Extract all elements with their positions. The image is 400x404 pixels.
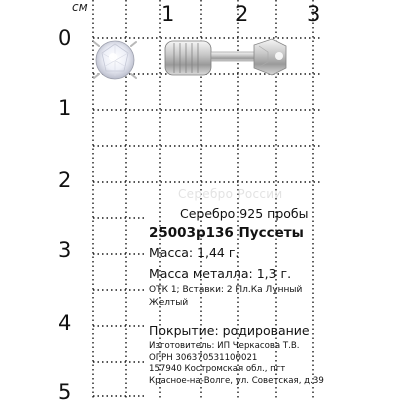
manufacturer-block	[149, 341, 369, 387]
ruler-row-label: 2	[58, 168, 72, 192]
earring-front-view	[94, 41, 136, 79]
metal-weight-text: Масса металла: 1,3 г.	[149, 266, 292, 281]
manufacturer-line: Изготовитель: ИП Черкасова Т.В.	[149, 341, 300, 351]
ruler-row-label: 0	[58, 26, 72, 50]
ruler-unit-label: см	[72, 0, 88, 14]
ruler-row-label: 5	[58, 380, 72, 404]
manufacturer-line: Красное-на-Волге, ул. Советская, д.39	[149, 375, 324, 386]
ruler-row-label: 3	[58, 238, 72, 262]
ruler-row-label: 1	[58, 96, 72, 120]
manufacturer-line: 157940 Костромская обл., пгт	[149, 364, 286, 374]
watermark: Серебро России	[178, 187, 283, 201]
material-text: Серебро 925 пробы	[180, 206, 309, 221]
manufacturer-line: ОГРН 306370531100021	[149, 352, 258, 363]
insert-text: ОТК 1; Вставки: 2 Пл.Ка Лунный Желтый	[149, 285, 303, 308]
ruler-column-label: 1	[161, 2, 175, 26]
ruler-row-label: 4	[58, 311, 72, 335]
ruler-column-label: 3	[307, 2, 321, 26]
article-title: 25003р136 Пуссеты	[149, 225, 304, 241]
coating-text: Покрытие: родирование	[149, 323, 310, 338]
weight-text: Масса: 1,44 г.	[149, 245, 240, 260]
ruler-column-label: 2	[235, 2, 249, 26]
earring-side-view	[165, 39, 286, 75]
